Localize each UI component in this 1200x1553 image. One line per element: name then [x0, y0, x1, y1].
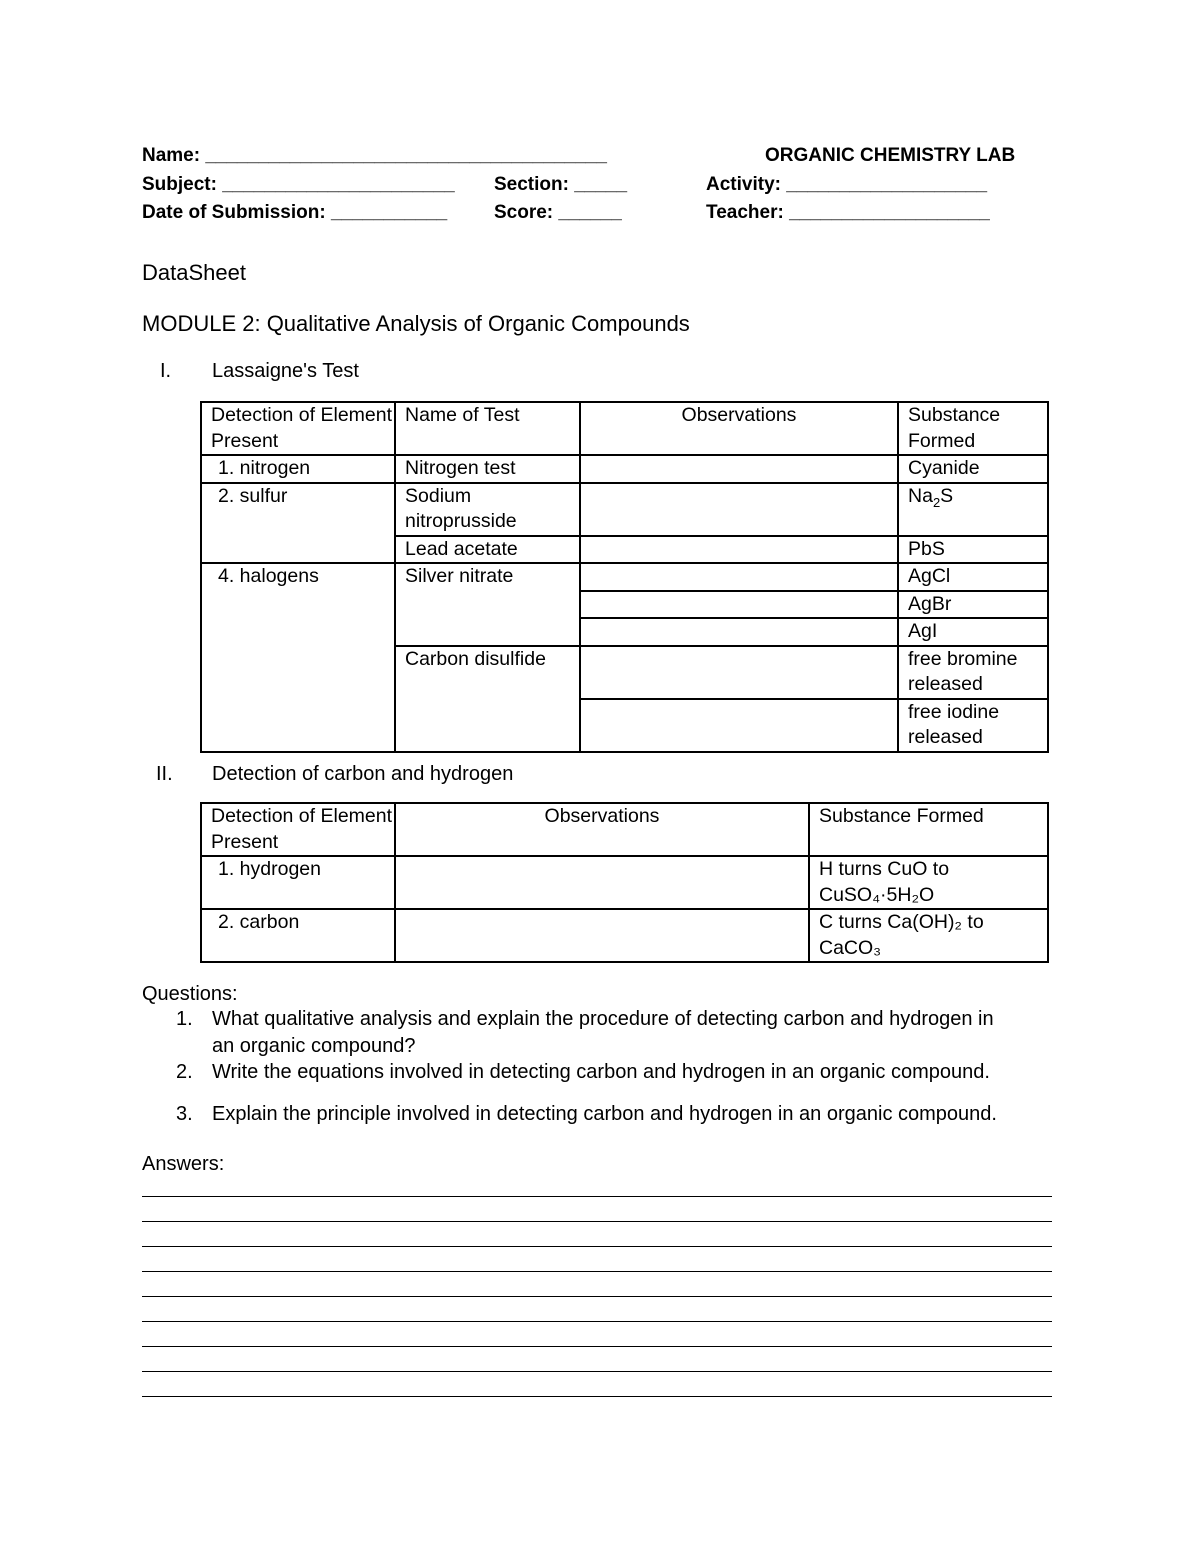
substance-cell — [809, 909, 1048, 962]
observation-cell[interactable] — [395, 856, 809, 909]
observation-cell[interactable] — [580, 483, 898, 536]
substance-cell — [898, 483, 1048, 536]
subject-blank[interactable]: ______________________ — [222, 174, 455, 195]
test-cell: Silver nitrate — [395, 563, 580, 646]
header-cell: Name of Test — [395, 402, 580, 455]
answer-line[interactable] — [142, 1221, 1052, 1222]
observation-cell[interactable] — [580, 646, 898, 699]
question-number: 2. — [176, 1061, 193, 1083]
table-row — [201, 909, 1048, 962]
substance-cell: AgI — [898, 618, 1048, 646]
observation-cell[interactable] — [395, 909, 809, 962]
section1-number: I. — [160, 360, 172, 382]
substance-line: CaCO₃ — [819, 936, 882, 959]
element-cell: 2. carbon — [201, 909, 395, 962]
module-heading: MODULE 2: Qualitative Analysis of Organic Compounds — [142, 311, 690, 336]
lassaigne-table — [200, 401, 1049, 753]
test-cell: Sodium nitroprusside — [395, 483, 580, 536]
name-field — [142, 145, 607, 167]
score-label: Score: — [494, 202, 554, 223]
substance-line: C turns Ca(OH)₂ to — [819, 911, 984, 933]
section-field — [494, 174, 627, 196]
table-row — [201, 563, 1048, 591]
activity-field — [706, 174, 987, 196]
substance-text: Na — [908, 484, 933, 507]
carbon-hydrogen-table — [200, 802, 1049, 963]
teacher-field — [706, 202, 990, 224]
subject-label: Subject: — [142, 174, 217, 195]
answer-line[interactable] — [142, 1396, 1052, 1397]
question-number: 1. — [176, 1008, 193, 1030]
section2-title: Detection of carbon and hydrogen — [212, 763, 514, 785]
teacher-blank[interactable]: ___________________ — [789, 202, 990, 223]
name-label: Name: — [142, 145, 201, 166]
name-blank[interactable]: ______________________________________ — [205, 145, 607, 166]
answer-line[interactable] — [142, 1321, 1052, 1322]
questions-label: Questions: — [142, 983, 238, 1005]
substance-line: CuSO₄·5H₂O — [819, 883, 935, 906]
substance-cell: AgCl — [898, 563, 1048, 591]
section-blank[interactable]: _____ — [574, 174, 628, 195]
substance-cell: Cyanide — [898, 455, 1048, 483]
table-header-row — [201, 803, 1048, 856]
substance-cell: PbS — [898, 536, 1048, 564]
lab-title: ORGANIC CHEMISTRY LAB — [765, 145, 1016, 166]
observation-cell[interactable] — [580, 591, 898, 619]
date-label: Date of Submission: — [142, 202, 326, 223]
answer-line[interactable] — [142, 1371, 1052, 1372]
header-cell: Detection of Element Present — [201, 402, 395, 455]
answer-line[interactable] — [142, 1296, 1052, 1297]
score-blank[interactable]: ______ — [558, 202, 622, 223]
header-cell: Substance Formed — [898, 402, 1048, 455]
activity-label: Activity: — [706, 174, 781, 195]
activity-blank[interactable]: ___________________ — [786, 174, 988, 195]
subject-field — [142, 174, 455, 196]
question-text: Explain the principle involved in detecting carbon and hydrogen in an organic compound. — [212, 1103, 997, 1125]
header-cell: Observations — [395, 803, 809, 856]
question-text: an organic compound? — [212, 1035, 416, 1057]
header-cell: Observations — [580, 402, 898, 455]
question-text: What qualitative analysis and explain the procedure of detecting carbon and hydrogen in — [212, 1008, 994, 1030]
observation-cell[interactable] — [580, 699, 898, 752]
substance-cell: free bromine released — [898, 646, 1048, 699]
answers-label: Answers: — [142, 1153, 225, 1175]
table-row — [201, 483, 1048, 536]
score-field — [494, 202, 622, 224]
observation-cell[interactable] — [580, 455, 898, 483]
element-cell: 1. hydrogen — [201, 856, 395, 909]
header-cell: Detection of Element Present — [201, 803, 395, 856]
header-cell: Substance Formed — [809, 803, 1048, 856]
test-cell: Lead acetate — [395, 536, 580, 564]
table-row — [201, 856, 1048, 909]
section1-title: Lassaigne's Test — [212, 360, 359, 382]
section2-number: II. — [156, 763, 173, 785]
substance-text: S — [940, 484, 954, 507]
date-field — [142, 202, 447, 224]
test-cell: Nitrogen test — [395, 455, 580, 483]
table-row — [201, 455, 1048, 483]
answer-line[interactable] — [142, 1246, 1052, 1247]
element-cell: 2. sulfur — [201, 483, 395, 564]
substance-cell: free iodine released — [898, 699, 1048, 752]
answer-line[interactable] — [142, 1196, 1052, 1197]
answer-line[interactable] — [142, 1271, 1052, 1272]
substance-cell: AgBr — [898, 591, 1048, 619]
observation-cell[interactable] — [580, 563, 898, 591]
substance-line: H turns CuO to — [819, 858, 950, 880]
date-blank[interactable]: ___________ — [330, 202, 448, 223]
element-cell: 4. halogens — [201, 563, 395, 752]
question-text: Write the equations involved in detecting carbon and hydrogen in an organic compound. — [212, 1061, 990, 1083]
section-label: Section: — [494, 174, 569, 195]
element-cell: 1. nitrogen — [201, 455, 395, 483]
observation-cell[interactable] — [580, 536, 898, 564]
answer-line[interactable] — [142, 1346, 1052, 1347]
datasheet-heading: DataSheet — [142, 260, 246, 285]
observation-cell[interactable] — [580, 618, 898, 646]
substance-cell — [809, 856, 1048, 909]
test-cell: Carbon disulfide — [395, 646, 580, 752]
question-number: 3. — [176, 1103, 193, 1125]
table-header-row — [201, 402, 1048, 455]
substance-subscript: 2 — [932, 494, 941, 510]
teacher-label: Teacher: — [706, 202, 784, 223]
